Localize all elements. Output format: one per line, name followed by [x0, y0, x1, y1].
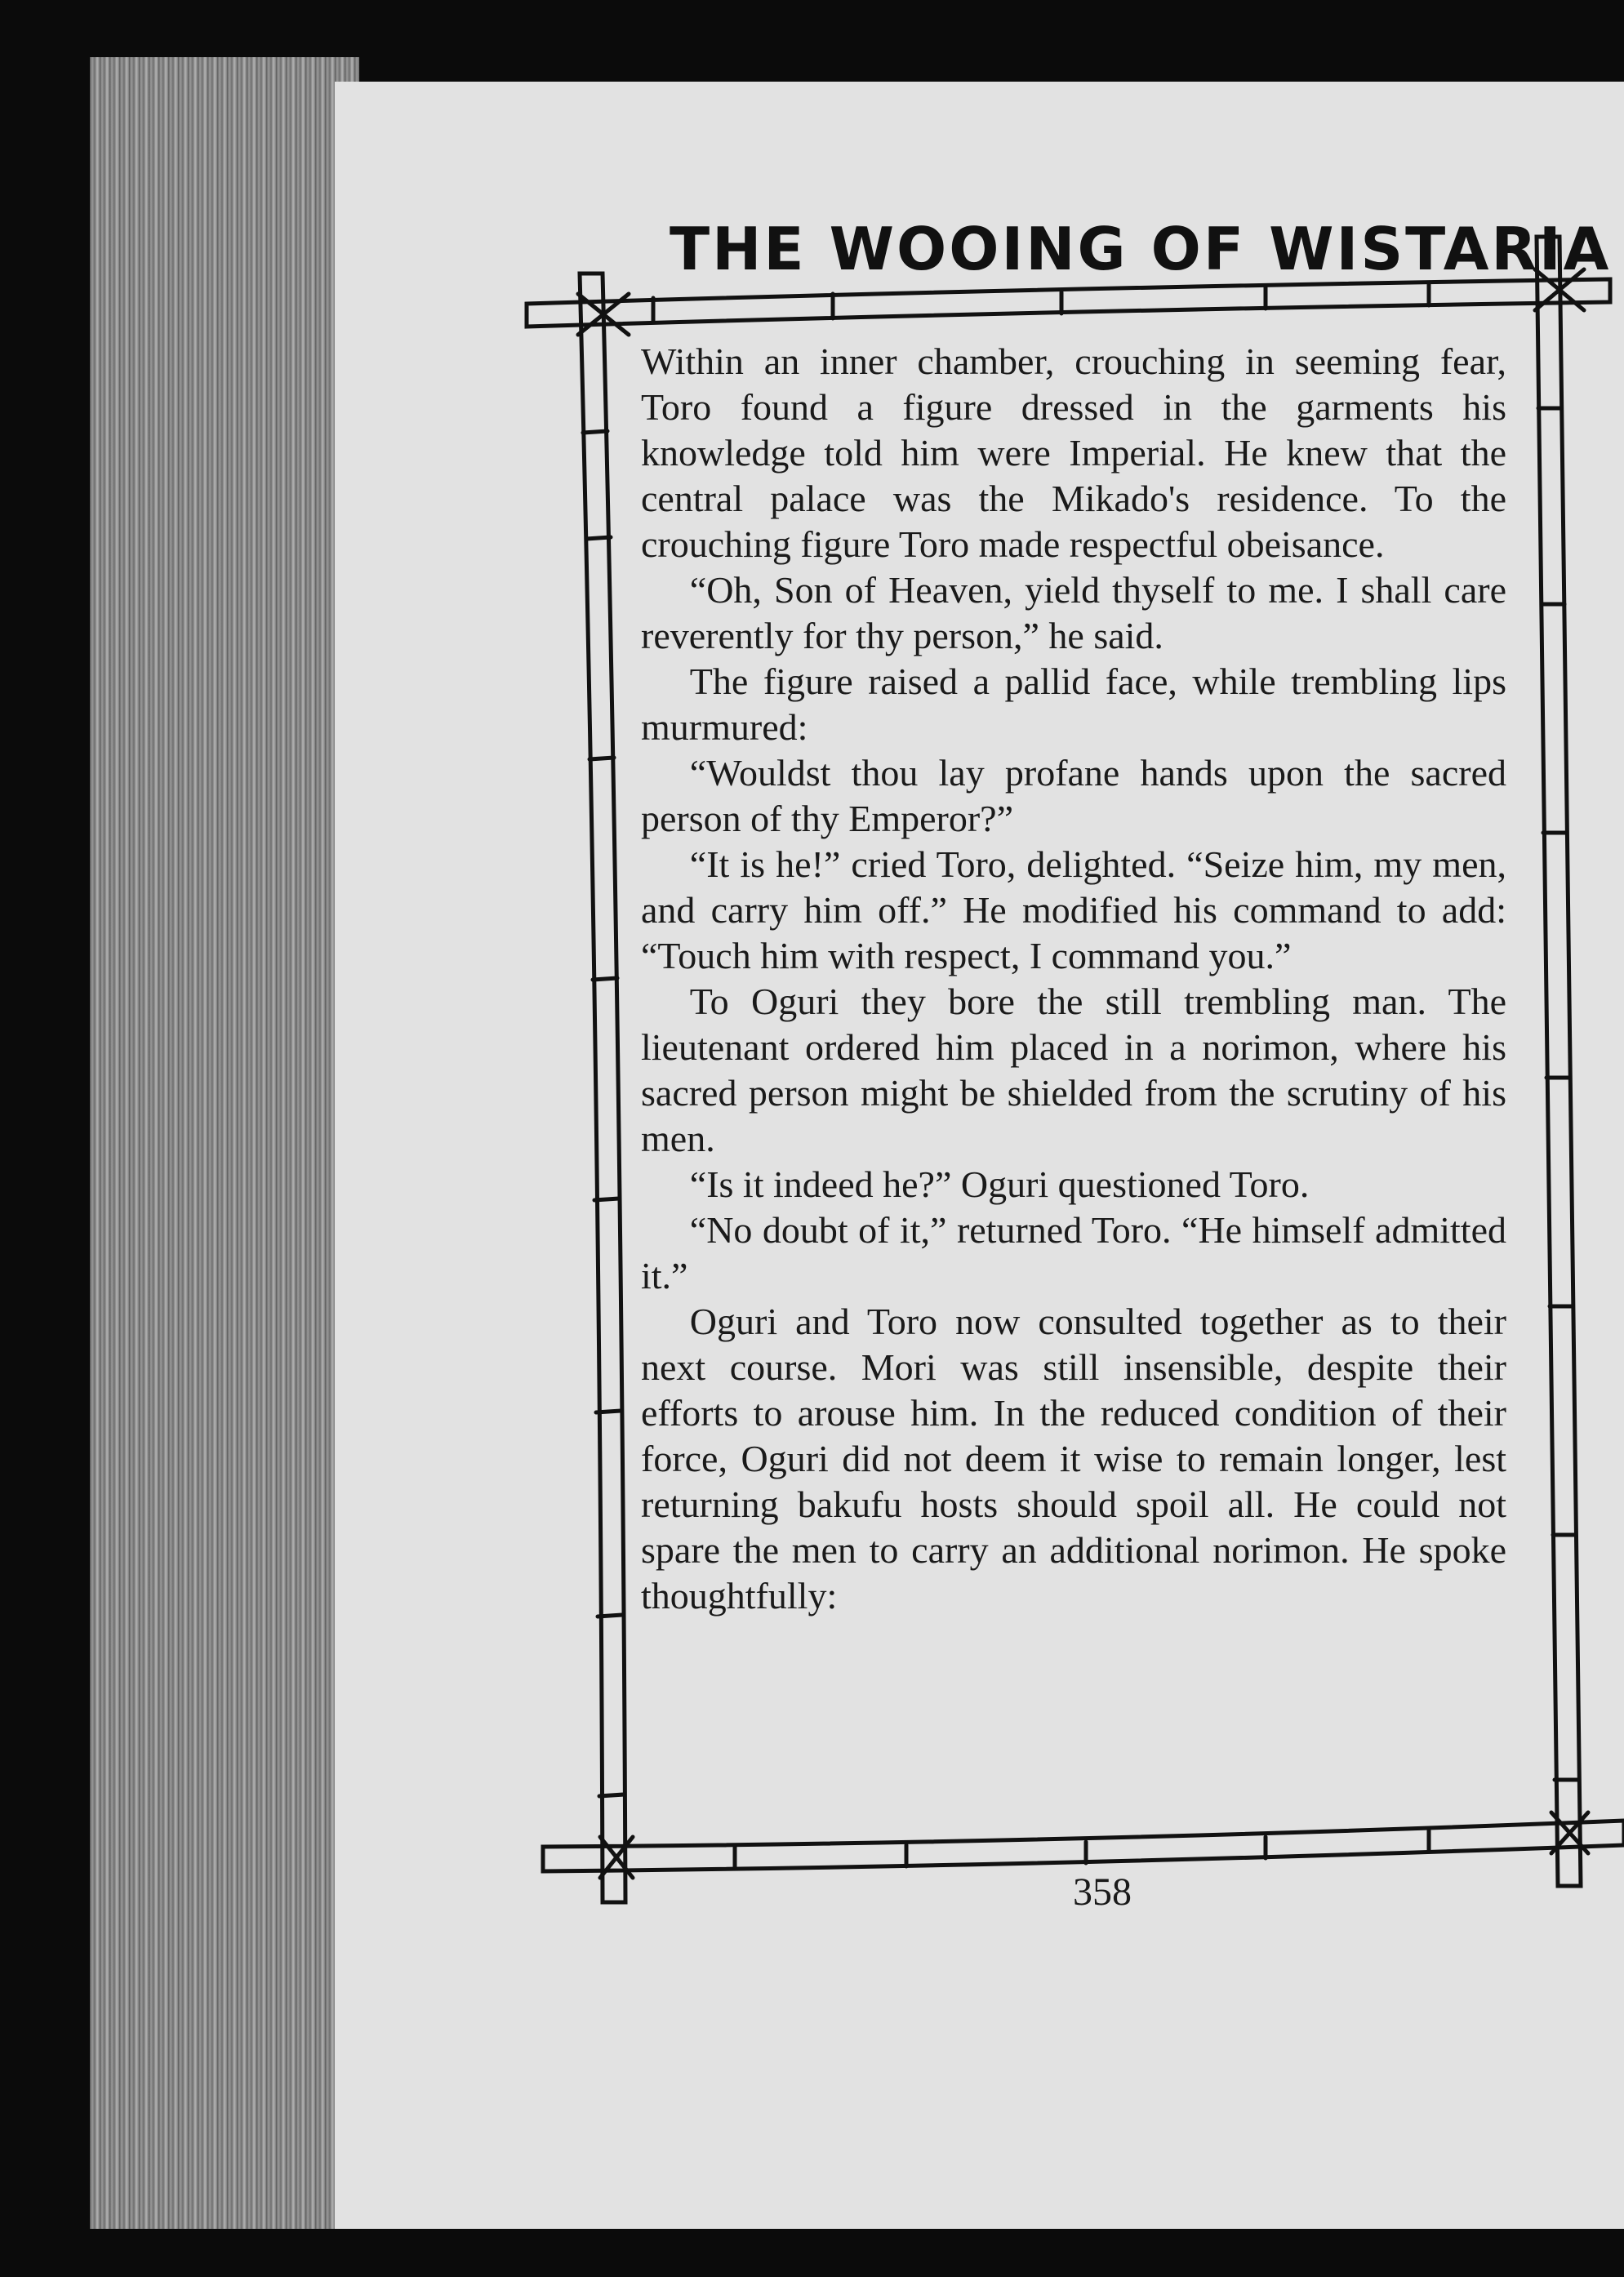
bamboo-pole-left	[580, 274, 625, 1902]
paragraph: “Wouldst thou lay profane hands upon the sacred person of thy Emperor?”	[641, 752, 1506, 839]
bamboo-pole-right	[1537, 237, 1581, 1886]
paragraph: “No doubt of it,” returned Toro. “He himself admitted it.”	[641, 1209, 1506, 1296]
bamboo-pole-top	[527, 279, 1610, 327]
paragraph: Within an inner chamber, crouching in seeming fear, Toro found a figure dressed in the garments his knowledge told him were Imperial. He knew that the central palace was the Mikado's residence. To the crouching figure Toro made respectful obeisance.	[641, 340, 1506, 565]
paragraph: “Is it indeed he?” Oguri questioned Toro.	[689, 1163, 1310, 1205]
paragraph: “It is he!” cried Toro, delighted. “Seize him, my men, and carry him off.” He modified his command to add: “Touch him with respect, I command you.”	[641, 843, 1506, 976]
page-number: 358	[1073, 1870, 1132, 1914]
paragraph: “Oh, Son of Heaven, yield thyself to me. I shall care reverently for thy person,” he said.	[641, 569, 1506, 656]
bamboo-pole-bottom	[543, 1821, 1624, 1871]
paragraph: The figure raised a pallid face, while trembling lips murmured:	[641, 660, 1506, 748]
body-text	[641, 339, 1506, 1817]
paragraph: Oguri and Toro now consulted together as to their next course. Mori was still insensible, despite their efforts to arouse him. In the reduced condition of their force, Oguri did not deem it wise to remain longer, lest returning bakufu hosts should spoil all. He could not spare the men to carry an additional norimon. He spoke thoughtfully:	[641, 1301, 1506, 1617]
page-title: THE WOOING OF WISTARIA	[670, 215, 1612, 283]
paragraph: To Oguri they bore the still trembling man. The lieutenant ordered him placed in a norimon, where his sacred person might be shielded from the scrutiny of his men.	[641, 981, 1506, 1159]
